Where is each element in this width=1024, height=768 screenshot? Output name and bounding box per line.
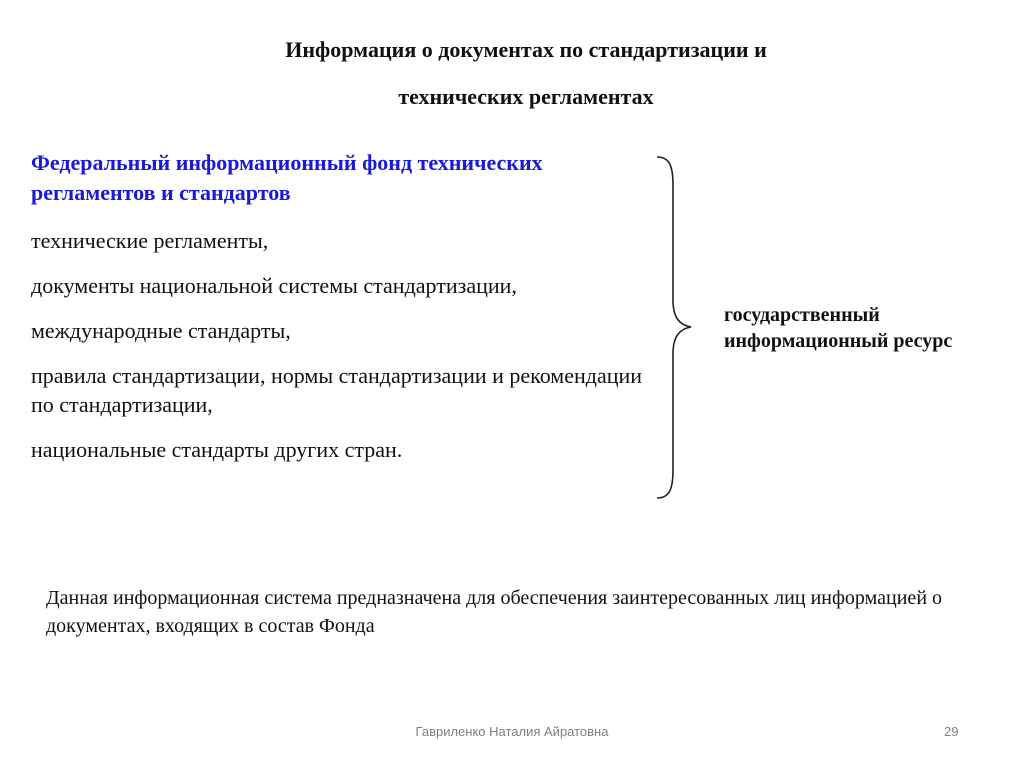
standards-list	[31, 148, 661, 480]
list-item-technical-regulations: технические регламенты,	[31, 228, 269, 253]
list-item-standardization-rules: правила стандартизации, нормы стандартизации и рекомендации по стандартизации,	[31, 363, 643, 417]
footer-author: Гавриленко Наталия Айратовна	[415, 724, 609, 739]
page-title-line-1: Информация о документах по стандартизации и	[285, 37, 767, 62]
right-curly-brace-icon	[655, 155, 695, 500]
system-purpose-note: Данная информационная система предназначена для обеспечения заинтересованных лиц информацией о документах, входящих в состав Фонда	[46, 587, 943, 637]
list-item-foreign-national-standards: национальные стандарты других стран.	[31, 437, 403, 462]
list-item-national-system-documents: документы национальной системы стандартизации,	[31, 273, 517, 298]
state-information-resource-label: государственный информационный ресурс	[724, 304, 953, 352]
fund-title: Федеральный информационный фонд технических регламентов и стандартов	[31, 150, 543, 205]
page-title-line-2: технических регламентах	[398, 84, 654, 109]
list-item-international-standards: международные стандарты,	[31, 318, 291, 343]
footer-page-number: 29	[944, 724, 959, 739]
